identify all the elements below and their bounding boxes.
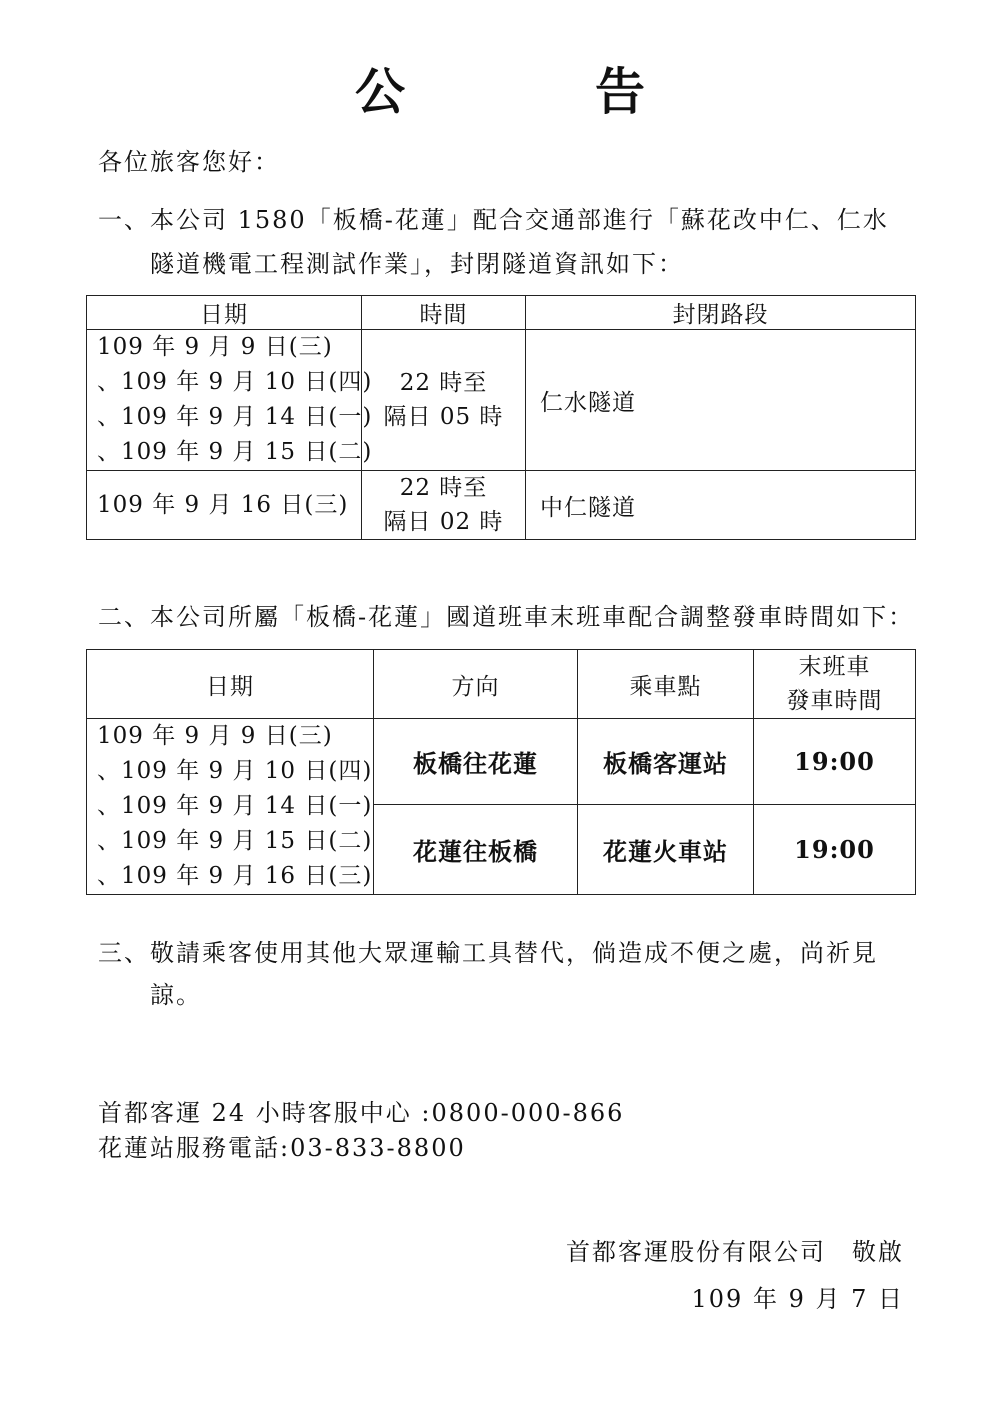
header-date: 日期 bbox=[87, 650, 374, 719]
header-last-bus bbox=[754, 650, 916, 719]
header-date: 日期 bbox=[87, 296, 362, 330]
contact-line-2: 花蓮站服務電話:03-833-8800 bbox=[98, 1134, 466, 1162]
signature-date: 109 年 9 月 7 日 bbox=[691, 1285, 904, 1313]
date-cell bbox=[87, 719, 374, 895]
greeting: 各位旅客您好： bbox=[98, 148, 280, 176]
table-header-row bbox=[87, 296, 916, 330]
last-bus-table bbox=[86, 649, 916, 895]
time-cell bbox=[362, 471, 526, 540]
section-1-line-2: 隧道機電工程測試作業」，封閉隧道資訊如下： bbox=[150, 250, 684, 278]
header-last-bus-line: 末班車 bbox=[798, 654, 871, 680]
date-line: 、109 年 9 月 15 日(二) bbox=[97, 439, 373, 465]
time-line: 22 時至 bbox=[399, 370, 488, 396]
section-3-line-2: 諒。 bbox=[150, 981, 202, 1009]
time-line: 22 時至 bbox=[399, 475, 488, 501]
direction-cell: 板橋往花蓮 bbox=[374, 719, 578, 805]
tunnel-closure-table bbox=[86, 295, 916, 540]
date-line: 、109 年 9 月 14 日(一) bbox=[97, 404, 373, 430]
header-depart-time-line: 發車時間 bbox=[786, 688, 883, 714]
depart-time-cell: 19:00 bbox=[754, 804, 916, 894]
time-cell bbox=[362, 330, 526, 471]
section-1-line-1: 一、本公司 1580「板橋-花蓮」配合交通部進行「蘇花改中仁、仁水 bbox=[98, 206, 889, 234]
date-line: 、109 年 9 月 15 日(二) bbox=[97, 828, 373, 854]
table-row bbox=[87, 719, 916, 805]
section-cell: 仁水隧道 bbox=[526, 330, 916, 471]
section-cell: 中仁隧道 bbox=[526, 471, 916, 540]
time-line: 隔日 05 時 bbox=[383, 404, 504, 430]
table-row bbox=[87, 330, 916, 471]
header-direction: 方向 bbox=[374, 650, 578, 719]
date-line: 109 年 9 月 16 日(三) bbox=[97, 491, 349, 518]
depart-time-cell: 19:00 bbox=[754, 719, 916, 805]
section-2-line-1: 二、本公司所屬「板橋-花蓮」國道班車末班車配合調整發車時間如下： bbox=[98, 603, 915, 631]
page-title: 公 告 bbox=[355, 62, 715, 121]
signature-company: 首都客運股份有限公司 敬啟 bbox=[566, 1238, 904, 1266]
header-time: 時間 bbox=[362, 296, 526, 330]
header-section: 封閉路段 bbox=[526, 296, 916, 330]
date-line: 、109 年 9 月 10 日(四) bbox=[97, 369, 373, 395]
date-cell bbox=[87, 330, 373, 471]
date-line: 、109 年 9 月 16 日(三) bbox=[97, 863, 373, 889]
date-line: 109 年 9 月 9 日(三) bbox=[97, 334, 333, 360]
header-stop: 乘車點 bbox=[578, 650, 754, 719]
stop-cell: 花蓮火車站 bbox=[578, 804, 754, 894]
stop-cell: 板橋客運站 bbox=[578, 719, 754, 805]
date-cell bbox=[87, 471, 362, 540]
table-row bbox=[87, 471, 916, 540]
date-line: 、109 年 9 月 14 日(一) bbox=[97, 793, 373, 819]
section-3-line-1: 三、敬請乘客使用其他大眾運輸工具替代，倘造成不便之處，尚祈見 bbox=[98, 939, 878, 967]
date-line: 109 年 9 月 9 日(三) bbox=[97, 723, 333, 749]
contact-line-1: 首都客運 24 小時客服中心 :0800-000-866 bbox=[98, 1099, 625, 1127]
date-line: 、109 年 9 月 10 日(四) bbox=[97, 758, 373, 784]
direction-cell: 花蓮往板橋 bbox=[374, 804, 578, 894]
table-header-row bbox=[87, 650, 916, 719]
time-line: 隔日 02 時 bbox=[383, 509, 504, 535]
